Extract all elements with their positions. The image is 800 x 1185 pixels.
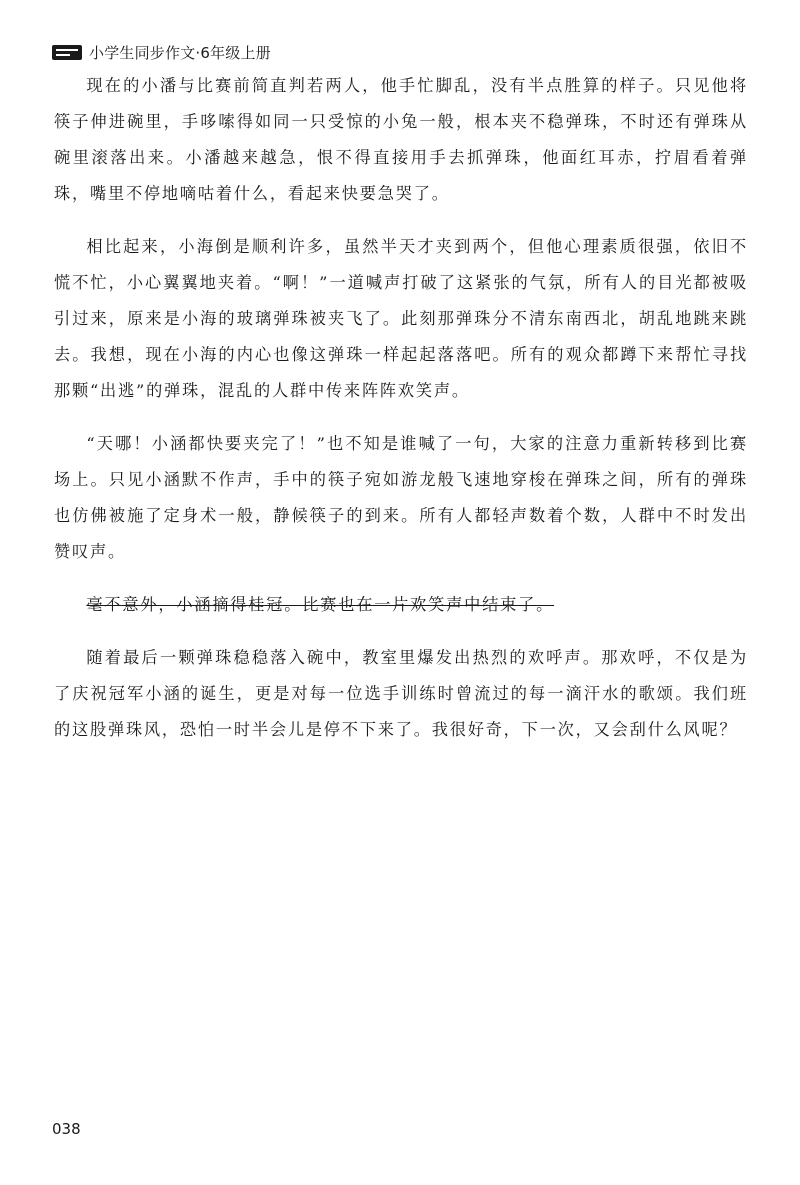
book-logo-icon <box>52 45 82 60</box>
essay-body <box>54 68 748 765</box>
struck-through-paragraph: 毫不意外，小涵摘得桂冠。比赛也在一片欢笑声中结束了。 <box>86 595 555 614</box>
page-header <box>52 40 271 64</box>
paragraph: 随着最后一颗弹珠稳稳落入碗中，教室里爆发出热烈的欢呼声。那欢呼，不仅是为了庆祝冠军小涵的诞生，更是对每一位选手训练时曾流过的每一滴汗水的歌颂。我们班的这股弹珠风，恐怕一时半会儿是停不下来了。我很好奇，下一次，又会刮什么风呢？ <box>54 648 748 739</box>
page-number: 038 <box>52 1120 81 1138</box>
paragraph: 现在的小潘与比赛前简直判若两人，他手忙脚乱，没有半点胜算的样子。只见他将筷子伸进碗里，手哆嗦得如同一只受惊的小兔一般，根本夹不稳弹珠，不时还有弹珠从碗里滚落出来。小潘越来越急，恨不得直接用手去抓弹珠，他面红耳赤，拧眉看着弹珠，嘴里不停地嘀咕着什么，看起来快要急哭了。 <box>54 76 748 203</box>
book-title: 小学生同步作文·6年级上册 <box>89 43 271 62</box>
paragraph: “天哪！小涵都快要夹完了！”也不知是谁喊了一句，大家的注意力重新转移到比赛场上。只见小涵默不作声，手中的筷子宛如游龙般飞速地穿梭在弹珠之间，所有的弹珠也仿佛被施了定身术一般，静候筷子的到来。所有人都轻声数着个数，人群中不时发出赞叹声。 <box>54 434 748 561</box>
paragraph: 相比起来，小海倒是顺利许多，虽然半天才夹到两个，但他心理素质很强，依旧不慌不忙，小心翼翼地夹着。“啊！”一道喊声打破了这紧张的气氛，所有人的目光都被吸引过来，原来是小海的玻璃弹珠被夹飞了。此刻那弹珠分不清东南西北，胡乱地跳来跳去。我想，现在小海的内心也像这弹珠一样起起落落吧。所有的观众都蹲下来帮忙寻找那颗“出逃”的弹珠，混乱的人群中传来阵阵欢笑声。 <box>54 237 748 400</box>
